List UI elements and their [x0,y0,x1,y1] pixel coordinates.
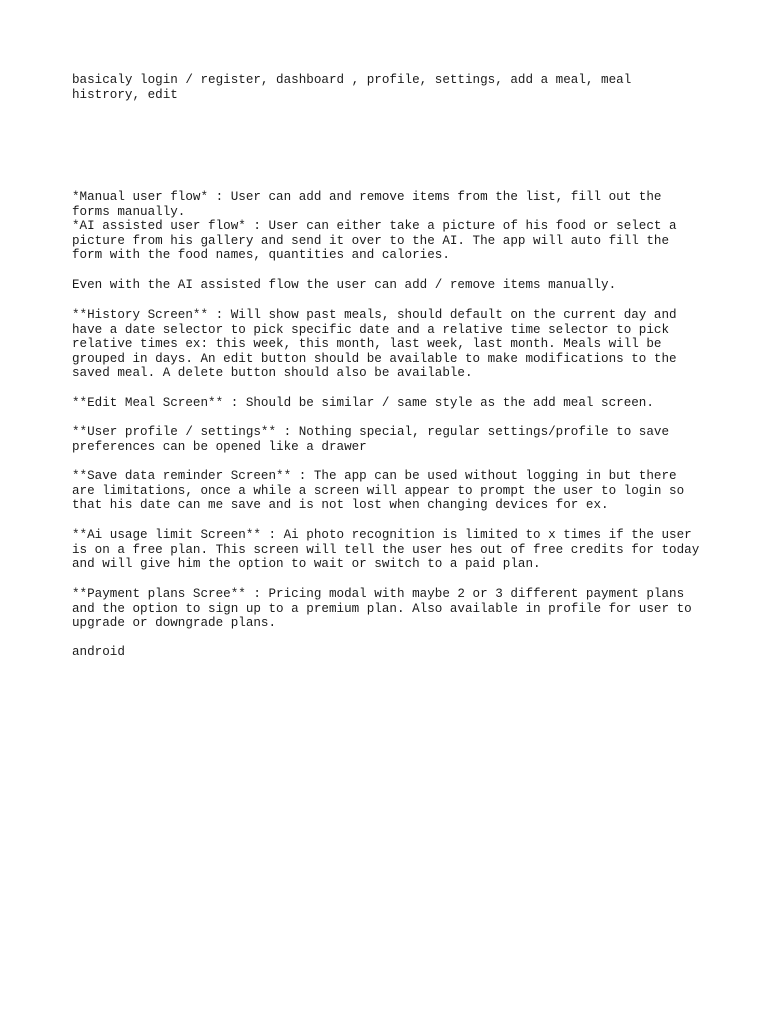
paragraph-user-flows: *Manual user flow* : User can add and remove items from the list, fill out the forms manually. *AI assisted user flow* : User can either take a picture of his food or select a picture from his gallery and send it over to the AI. The app will auto fill the form with the food names, quantities and calories. [72,190,677,263]
paragraph-platform: android [72,645,125,659]
paragraph-history-screen: **History Screen** : Will show past meals, should default on the current day and have a date selector to pick specific date and a relative time selector to pick relative times ex: this week, this month, last week, last month. Meals will be grouped in days. An edit button should be available to make modifications to the saved meal. A delete button should also be available. [72,308,677,381]
paragraph-payment-plans: **Payment plans Scree** : Pricing modal with maybe 2 or 3 different payment plans and the option to sign up to a premium plan. Also available in profile for user to upgrade or downgrade plans. [72,587,692,631]
paragraph-save-data-reminder: **Save data reminder Screen** : The app can be used without logging in but there are limitations, once a while a screen will appear to prompt the user to login so that his date can me save and is not lost when changing devices for ex. [72,469,685,513]
paragraph-screens-overview: basicaly login / register, dashboard , profile, settings, add a meal, meal histrory, edit [72,73,632,102]
paragraph-edit-meal-screen: **Edit Meal Screen** : Should be similar / same style as the add meal screen. [72,396,654,410]
paragraph-user-profile-settings: **User profile / settings** : Nothing special, regular settings/profile to save preferences can be opened like a drawer [72,425,670,454]
paragraph-manual-edit-note: Even with the AI assisted flow the user can add / remove items manually. [72,278,617,292]
paragraph-ai-usage-limit: **Ai usage limit Screen** : Ai photo recognition is limited to x times if the user is on a free plan. This screen will tell the user hes out of free credits for today and will give him the option to wait or switch to a paid plan. [72,528,700,572]
